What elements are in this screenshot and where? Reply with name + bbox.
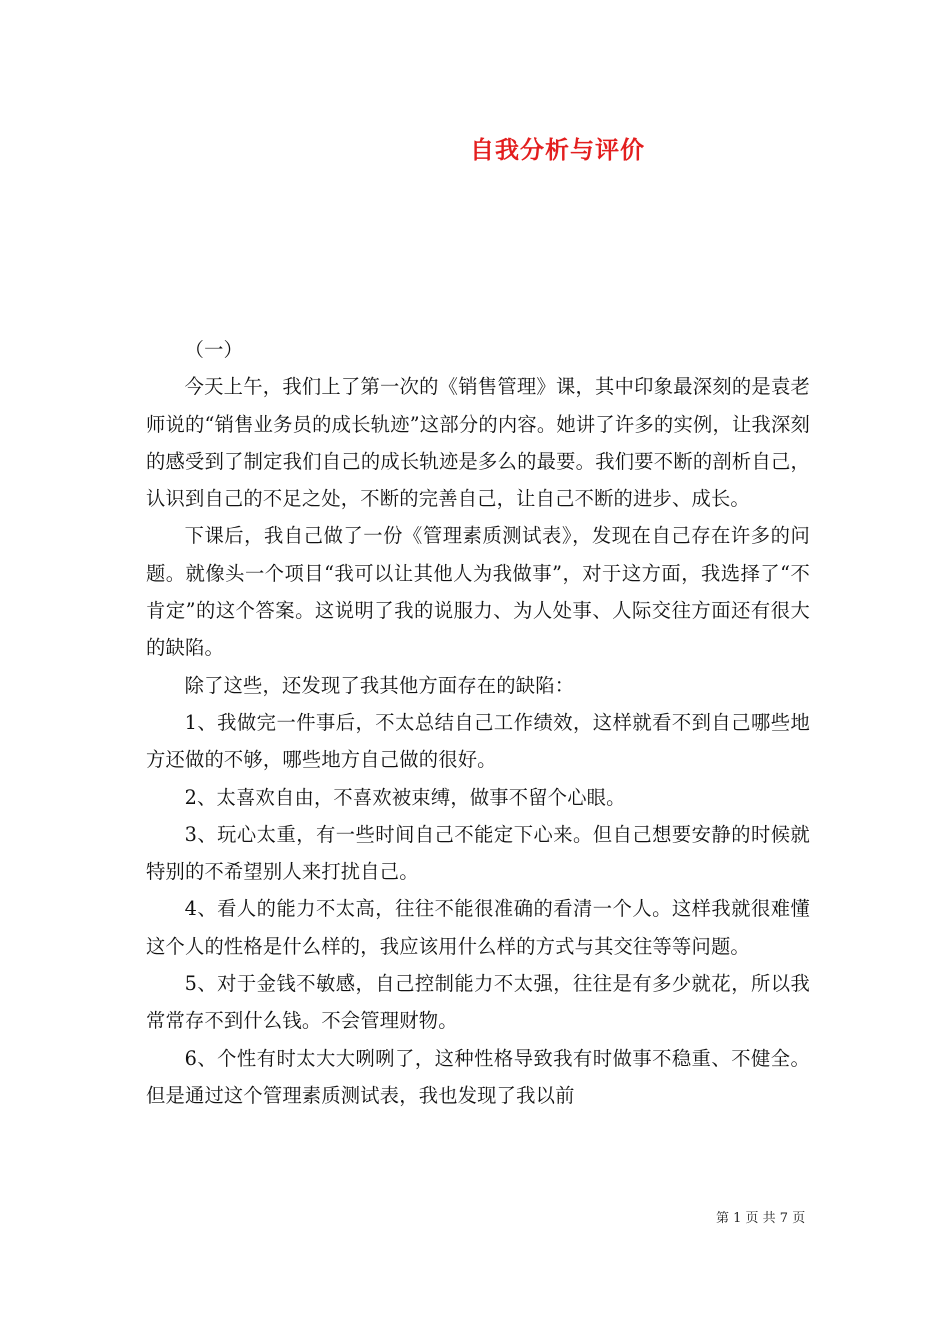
list-item: 4、看人的能力不太高，往往不能很准确的看清一个人。这样我就很难懂这个人的性格是什么样的，我应该用什么样的方式与其交往等等问题。	[146, 897, 810, 958]
list-item: 3、玩心太重，有一些时间自己不能定下心来。但自己想要安静的时候就特别的不希望别人来打扰自己。	[146, 822, 810, 884]
list-item: 1、我做完一件事后，不太总结自己工作绩效，这样就看不到自己哪些地方还做的不够，哪些地方自己做的很好。	[146, 710, 810, 772]
list-item: 6、个性有时太大大咧咧了，这种性格导致我有时做事不稳重、不健全。但是通过这个管理素质测试表，我也发现了我以前	[146, 1046, 810, 1107]
list-item: 5、对于金钱不敏感，自己控制能力不太强，往往是有多少就花，所以我常常存不到什么钱。不会管理财物。	[146, 972, 810, 1033]
list-item: 2、太喜欢自由，不喜欢被束缚，做事不留个心眼。	[184, 785, 626, 809]
section-label: （一）	[184, 338, 244, 361]
page-number: 第 1 页 共 7 页	[716, 1211, 806, 1226]
document-body	[146, 331, 810, 1114]
document-title: 自我分析与评价	[470, 135, 645, 164]
paragraph: 下课后，我自己做了一份《管理素质测试表》，发现在自己存在许多的问题。就像头一个项目“我可以让其他人为我做事”，对于这方面，我选择了“不肯定”的这个答案。这说明了我的说服力、为人处事、人际交往方面还有很大的缺陷。	[146, 524, 810, 660]
paragraph: 今天上午，我们上了第一次的《销售管理》课，其中印象最深刻的是袁老师说的“销售业务员的成长轨迹”这部分的内容。她讲了许多的实例，让我深刻的感受到了制定我们自己的成长轨迹是多么的最要。我们要不断的剖析自己，认识到自己的不足之处，不断的完善自己，让自己不断的进步、成长。	[146, 375, 810, 511]
paragraph: 除了这些，还发现了我其他方面存在的缺陷：	[184, 673, 575, 697]
